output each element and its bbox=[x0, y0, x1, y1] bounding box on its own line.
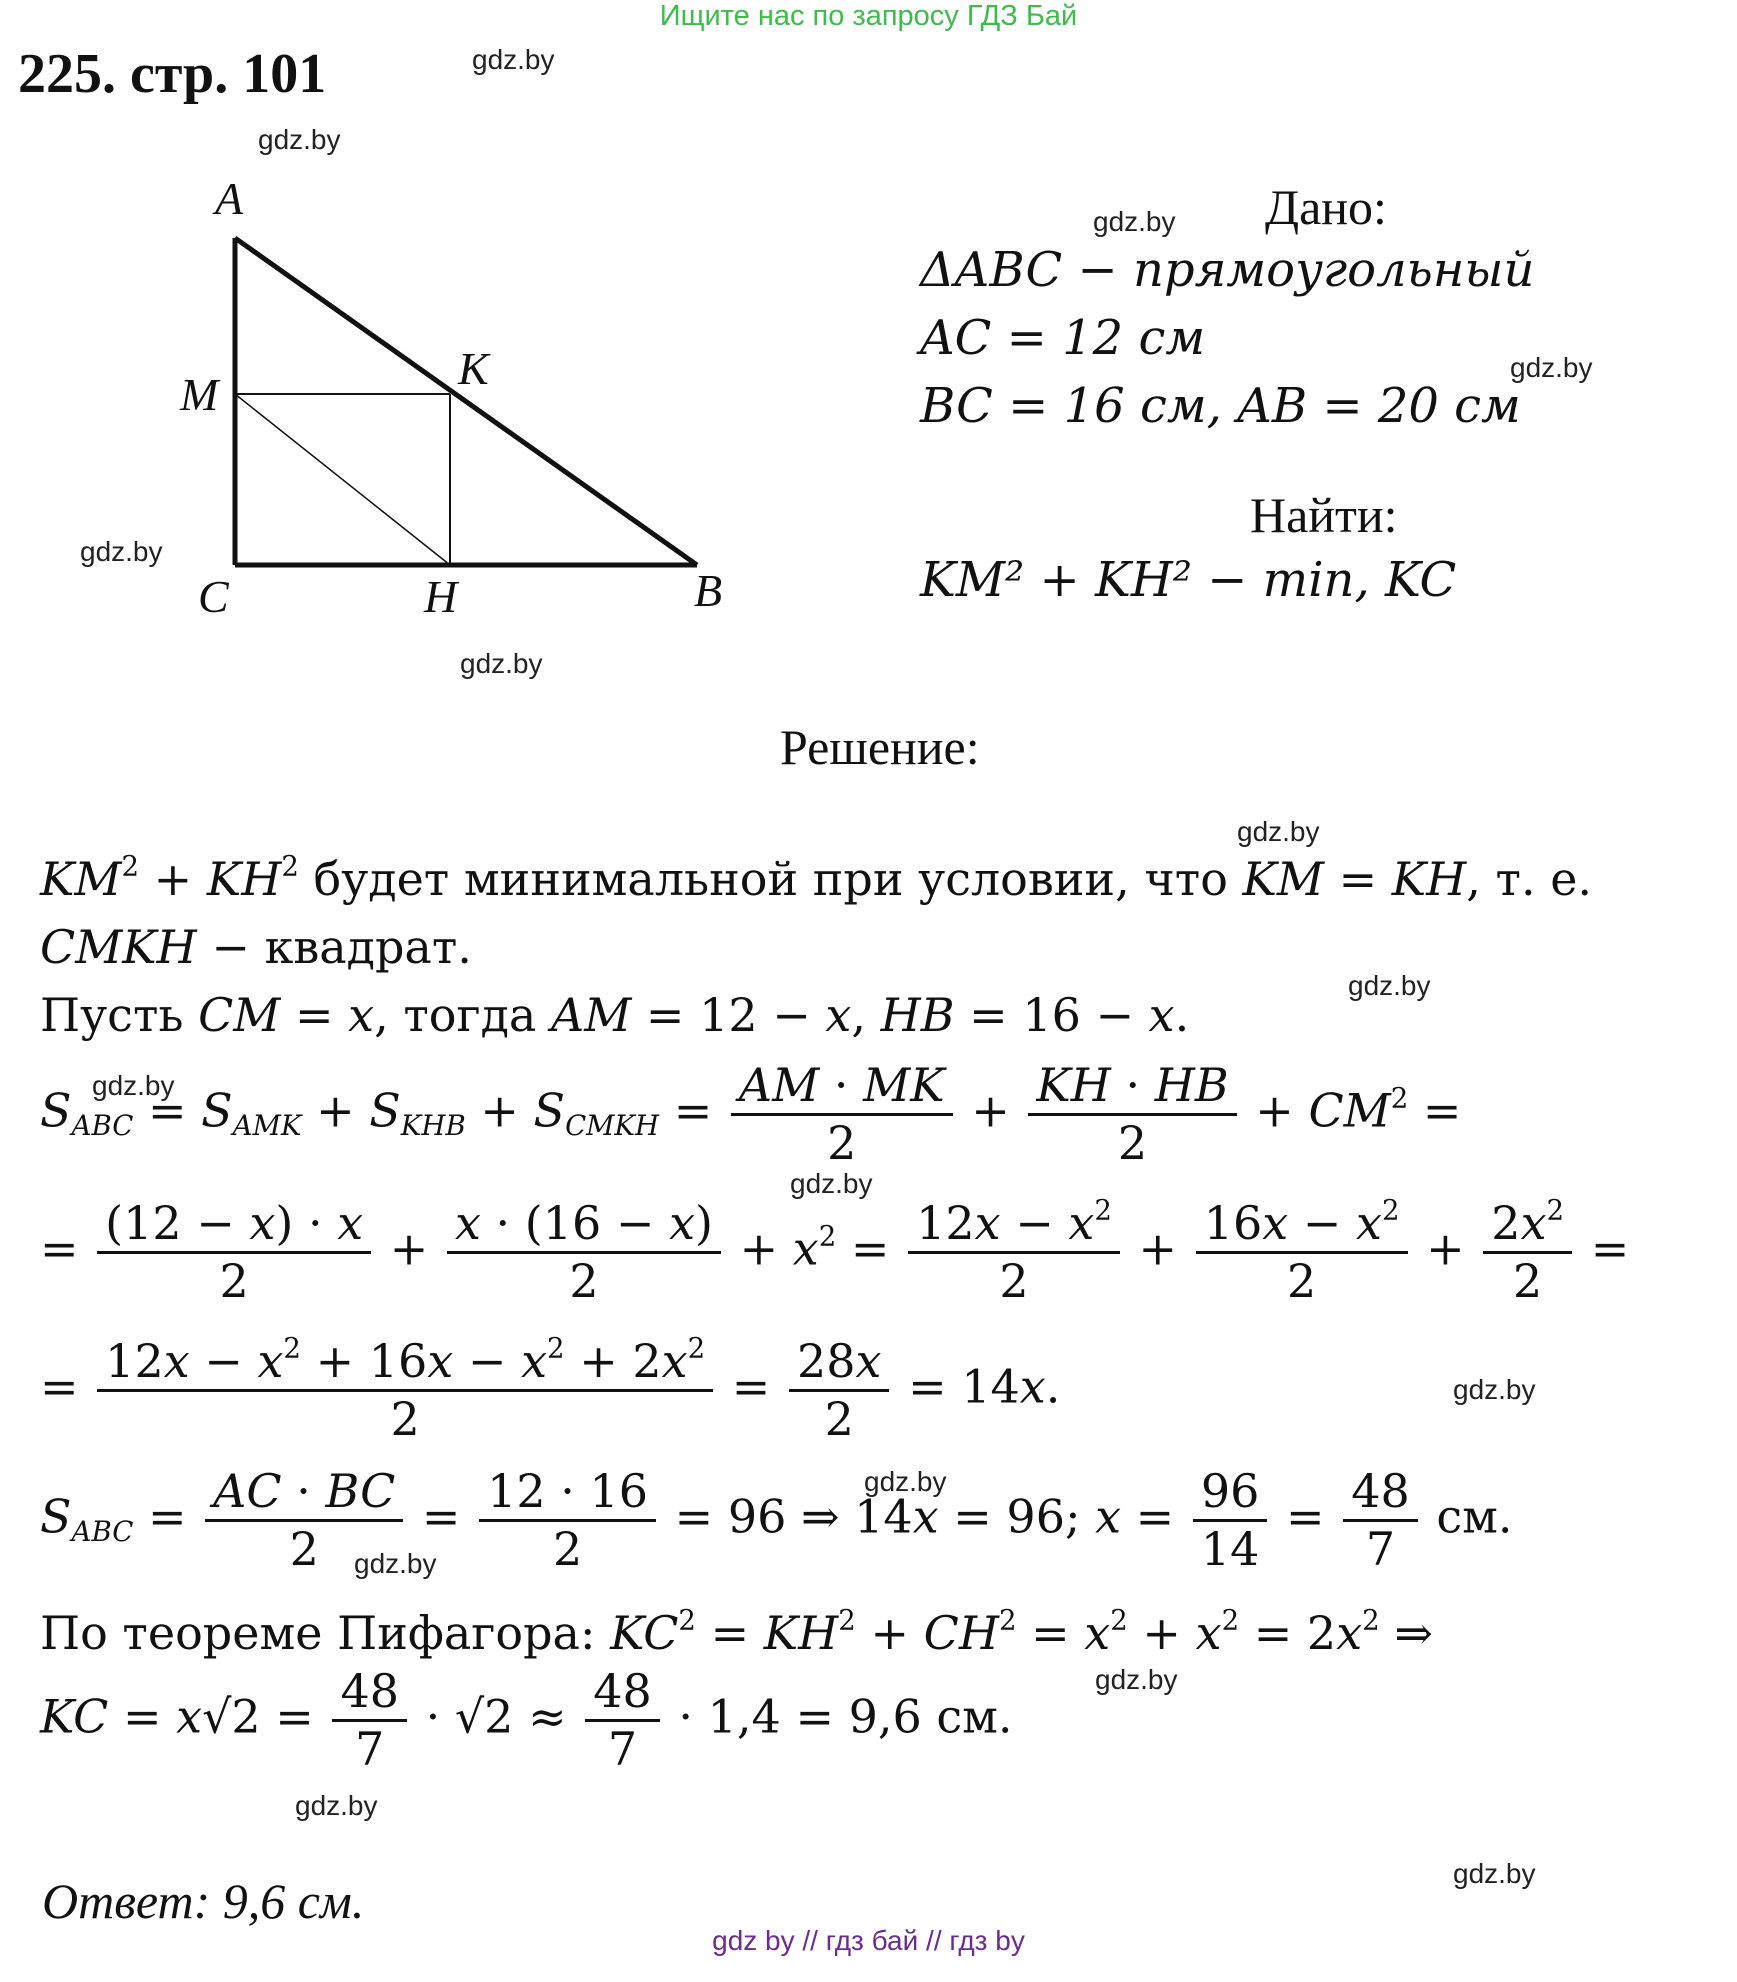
solution-line-4: $S_{ABC} = S_{AMK} + S_{KHB} + S_{CMKH}$ = $\frac{AM \cdot MK}{2}$ + $\frac{KH \cdot HB}{2}$ + $CM^2$ = bbox=[40, 1058, 1462, 1171]
watermark: gdz.by bbox=[1093, 206, 1176, 237]
watermark: gdz.by bbox=[790, 1168, 873, 1199]
side-ab bbox=[235, 238, 697, 565]
text-let: Пусть bbox=[40, 988, 184, 1042]
text-result: = 9,6 см. bbox=[795, 1689, 1013, 1744]
text-unit: см. bbox=[1436, 1489, 1513, 1544]
watermark: gdz.by bbox=[354, 1548, 437, 1579]
watermark: gdz.by bbox=[472, 44, 555, 75]
page-title: 225. стр. 101 bbox=[18, 43, 327, 105]
watermark: gdz.by bbox=[1095, 1664, 1178, 1695]
label-a: A bbox=[215, 173, 244, 224]
solution-line-2: CMKH − квадрат. bbox=[40, 920, 472, 974]
find-line: KM² + KH² − min, KC bbox=[920, 552, 1457, 608]
given-line-2: AC = 12 см bbox=[920, 310, 1206, 366]
watermark: gdz.by bbox=[1510, 352, 1593, 383]
solution-line-8: По теореме Пифагора: $KC^2 = KH^2 + CH^2 = x^2 + x^2 = 2x^2$ ⇒ bbox=[40, 1603, 1433, 1660]
label-h: H bbox=[424, 571, 458, 622]
solution-line-7: $S_{ABC}$ = $\frac{AC \cdot BC}{2}$ = $\frac{12 \cdot 16}{2}$ = 96 ⇒ 14x = 96; x = $\frac{96}{14}$ = $\frac{48}{7}$ см. bbox=[40, 1464, 1513, 1577]
watermark: gdz.by bbox=[1348, 970, 1431, 1001]
segment-mh bbox=[235, 394, 450, 565]
text-condition: будет минимальной при условии, что bbox=[313, 852, 1228, 906]
watermark: gdz.by bbox=[92, 1070, 175, 1101]
watermark: gdz.by bbox=[1237, 816, 1320, 847]
label-b: B bbox=[694, 565, 723, 616]
label-c: C bbox=[198, 571, 229, 622]
text-square: − квадрат. bbox=[211, 920, 472, 974]
solution-line-9: KC = x√2 = $\frac{48}{7}$ · √2 ≈ $\frac{48}{7}$ · 1,4 = 9,6 см. bbox=[40, 1664, 1013, 1777]
bottom-banner: gdz by // гдз бай // гдз by bbox=[712, 1925, 1025, 1956]
triangle-figure bbox=[0, 0, 760, 640]
label-k: K bbox=[458, 343, 489, 394]
watermark: gdz.by bbox=[1453, 1374, 1536, 1405]
watermark: gdz.by bbox=[460, 648, 543, 679]
given-line-3: BC = 16 см, AB = 20 см bbox=[920, 378, 1521, 434]
solution-header: Решение: bbox=[780, 719, 980, 775]
answer: Ответ: 9,6 см. bbox=[42, 1873, 365, 1929]
watermark: gdz.by bbox=[258, 124, 341, 155]
watermark: gdz.by bbox=[1453, 1858, 1536, 1889]
text-then: тогда bbox=[403, 988, 537, 1042]
given-line-1: ΔABC − прямоугольный bbox=[920, 242, 1535, 298]
solution-line-5: = $\frac{(12 - x) \cdot x}{2}$ + $\frac{x \cdot (16 - x)}{2}$ + $x^2$ = $\frac{12x - x^2}{2}$ + $\frac{16x - x^2}{2}$ + $\frac{2x^2}{2}$ = bbox=[40, 1193, 1630, 1309]
given-header: Дано: bbox=[1265, 179, 1387, 235]
label-m: M bbox=[180, 369, 219, 420]
solution-line-1: $KM^2 + KH^2$ будет минимальной при условии, что KM = KH, т. е. bbox=[40, 849, 1593, 906]
watermark: gdz.by bbox=[864, 1466, 947, 1497]
solution-line-6: = $\frac{12x - x^2 + 16x - x^2 + 2x^2}{2}$ = $\frac{28x}{2}$ = 14x. bbox=[40, 1331, 1061, 1447]
watermark: gdz.by bbox=[295, 1790, 378, 1821]
watermark: gdz.by bbox=[80, 536, 163, 567]
text-pythagoras: По теореме Пифагора: bbox=[40, 1606, 596, 1660]
top-banner: Ищите нас по запросу ГДЗ Бай bbox=[659, 0, 1078, 32]
text-ie: т. е. bbox=[1495, 852, 1593, 906]
find-header: Найти: bbox=[1250, 487, 1398, 543]
solution-line-3: Пусть CM = x, тогда AM = 12 − x, HB = 16 − x. bbox=[40, 988, 1190, 1042]
